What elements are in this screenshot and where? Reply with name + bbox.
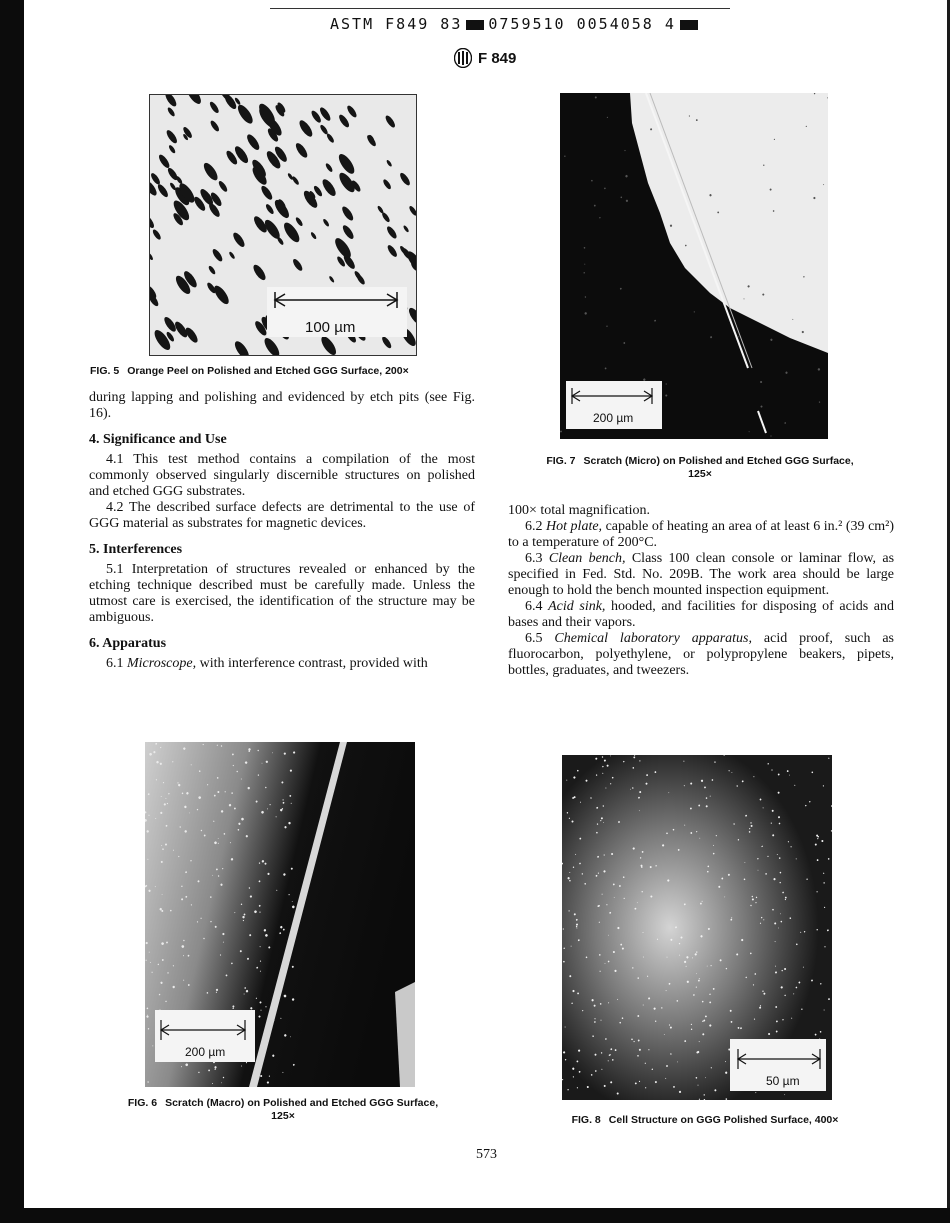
paragraph-6-3-text: Class 100 clean console or laminar flow, as specified in Fed. Std. No. 209B. The work area should be large enough to hold the bench mounted inspection equipment. bbox=[508, 551, 895, 598]
paragraph-6-3-number: 6.3 bbox=[525, 551, 543, 566]
paragraph-6-3-term: Clean bench, bbox=[548, 551, 626, 566]
scan-edge-bottom bbox=[0, 1208, 950, 1223]
paragraph-4-1: 4.1 This test method contains a compilation of the most commonly observed singularly discernible structures on polished and etched GGG substrates. bbox=[89, 452, 475, 499]
fig8-number: FIG. 8 bbox=[571, 1114, 601, 1126]
section-4-heading: 4. Significance and Use bbox=[89, 432, 227, 447]
fig5-caption bbox=[90, 365, 480, 378]
fig8-scale-label: 50 µm bbox=[766, 1074, 800, 1088]
fig6-photo bbox=[145, 742, 415, 1087]
fig8-caption bbox=[505, 1114, 905, 1127]
fig5-caption-text: Orange Peel on Polished and Etched GGG Surface, 200× bbox=[127, 365, 409, 377]
header-code bbox=[330, 15, 702, 33]
header-code-left: ASTM F849 83 bbox=[330, 15, 463, 33]
paragraph-6-1-number: 6.1 bbox=[106, 656, 124, 671]
paragraph-6-4 bbox=[508, 599, 894, 631]
paragraph-6-2-text: capable of heating an area of at least 6 in.² (39 cm²) to a temperature of 200°C. bbox=[508, 519, 895, 550]
fig7-caption-magnification: 125× bbox=[688, 468, 712, 480]
paragraph-6-1-term: Microscope, bbox=[127, 656, 197, 671]
continuation-text: during lapping and polishing and evidenced by etch pits (see Fig. 16). bbox=[89, 390, 475, 421]
paragraph-6-1-text: with interference contrast, provided with bbox=[199, 656, 428, 671]
fig5-number: FIG. 5 bbox=[90, 365, 120, 377]
fig6-scale-label: 200 µm bbox=[185, 1045, 226, 1059]
paragraph-6-2-number: 6.2 bbox=[525, 519, 543, 534]
paragraph-6-5-number: 6.5 bbox=[525, 631, 543, 646]
paragraph-6-1 bbox=[89, 656, 475, 672]
paragraph-6-5-text: acid proof, such as fluorocarbon, polyethylene, or polypropylene beakers, pipets, bottles, graduates, and tweezers. bbox=[508, 631, 895, 678]
section-6-heading: 6. Apparatus bbox=[89, 636, 167, 651]
fig6-caption-text: Scratch (Macro) on Polished and Etched GGG Surface, bbox=[165, 1097, 439, 1109]
fig7-caption bbox=[500, 455, 900, 481]
fig7-caption-text: Scratch (Micro) on Polished and Etched GGG Surface, bbox=[583, 455, 854, 467]
left-column bbox=[89, 390, 475, 672]
right-column bbox=[508, 503, 894, 679]
section-5-heading: 5. Interferences bbox=[89, 542, 183, 557]
standard-number: F 849 bbox=[478, 49, 517, 67]
fig8-photo bbox=[562, 755, 832, 1100]
fig5-photo bbox=[149, 94, 417, 356]
fig5-scale-label: 100 µm bbox=[305, 319, 356, 336]
paragraph-6-2 bbox=[508, 519, 894, 551]
paragraph-5-1: 5.1 Interpretation of structures revealed or enhanced by the etching technique described must be carefully made. Unless the utmost care is exercised, the identification of the structure may be ambiguous. bbox=[89, 562, 475, 625]
header-rule bbox=[270, 8, 730, 9]
fig6-number: FIG. 6 bbox=[127, 1097, 158, 1109]
fig6-caption bbox=[88, 1097, 478, 1123]
scan-edge-left bbox=[0, 0, 24, 1223]
fig6-caption-magnification: 125× bbox=[271, 1110, 295, 1122]
continuation-text-right: 100× total magnification. bbox=[508, 503, 651, 518]
paragraph-6-4-term: Acid sink, bbox=[548, 599, 606, 614]
page-number: 573 bbox=[476, 1147, 497, 1162]
astm-logo-icon bbox=[454, 48, 472, 68]
paragraph-4-2: 4.2 The described surface defects are detrimental to the use of GGG material as substrates for magnetic devices. bbox=[89, 500, 475, 531]
paragraph-6-3 bbox=[508, 551, 894, 599]
paragraph-6-5-term: Chemical laboratory apparatus, bbox=[554, 631, 752, 646]
paragraph-6-2-term: Hot plate, bbox=[546, 519, 603, 534]
paragraph-6-4-number: 6.4 bbox=[525, 599, 543, 614]
fig8-caption-text: Cell Structure on GGG Polished Surface, 400× bbox=[608, 1114, 839, 1126]
fig7-scale-label: 200 µm bbox=[593, 411, 634, 425]
paragraph-6-4-text: hooded, and facilities for disposing of acids and bases and their vapors. bbox=[508, 599, 895, 630]
fig7-number: FIG. 7 bbox=[546, 455, 576, 467]
paragraph-6-5 bbox=[508, 631, 894, 679]
black-mark bbox=[466, 20, 484, 30]
black-mark bbox=[680, 20, 698, 30]
header-code-right: 0759510 0054058 4 bbox=[488, 15, 676, 33]
fig7-photo bbox=[560, 93, 828, 439]
standard-header bbox=[454, 48, 516, 68]
